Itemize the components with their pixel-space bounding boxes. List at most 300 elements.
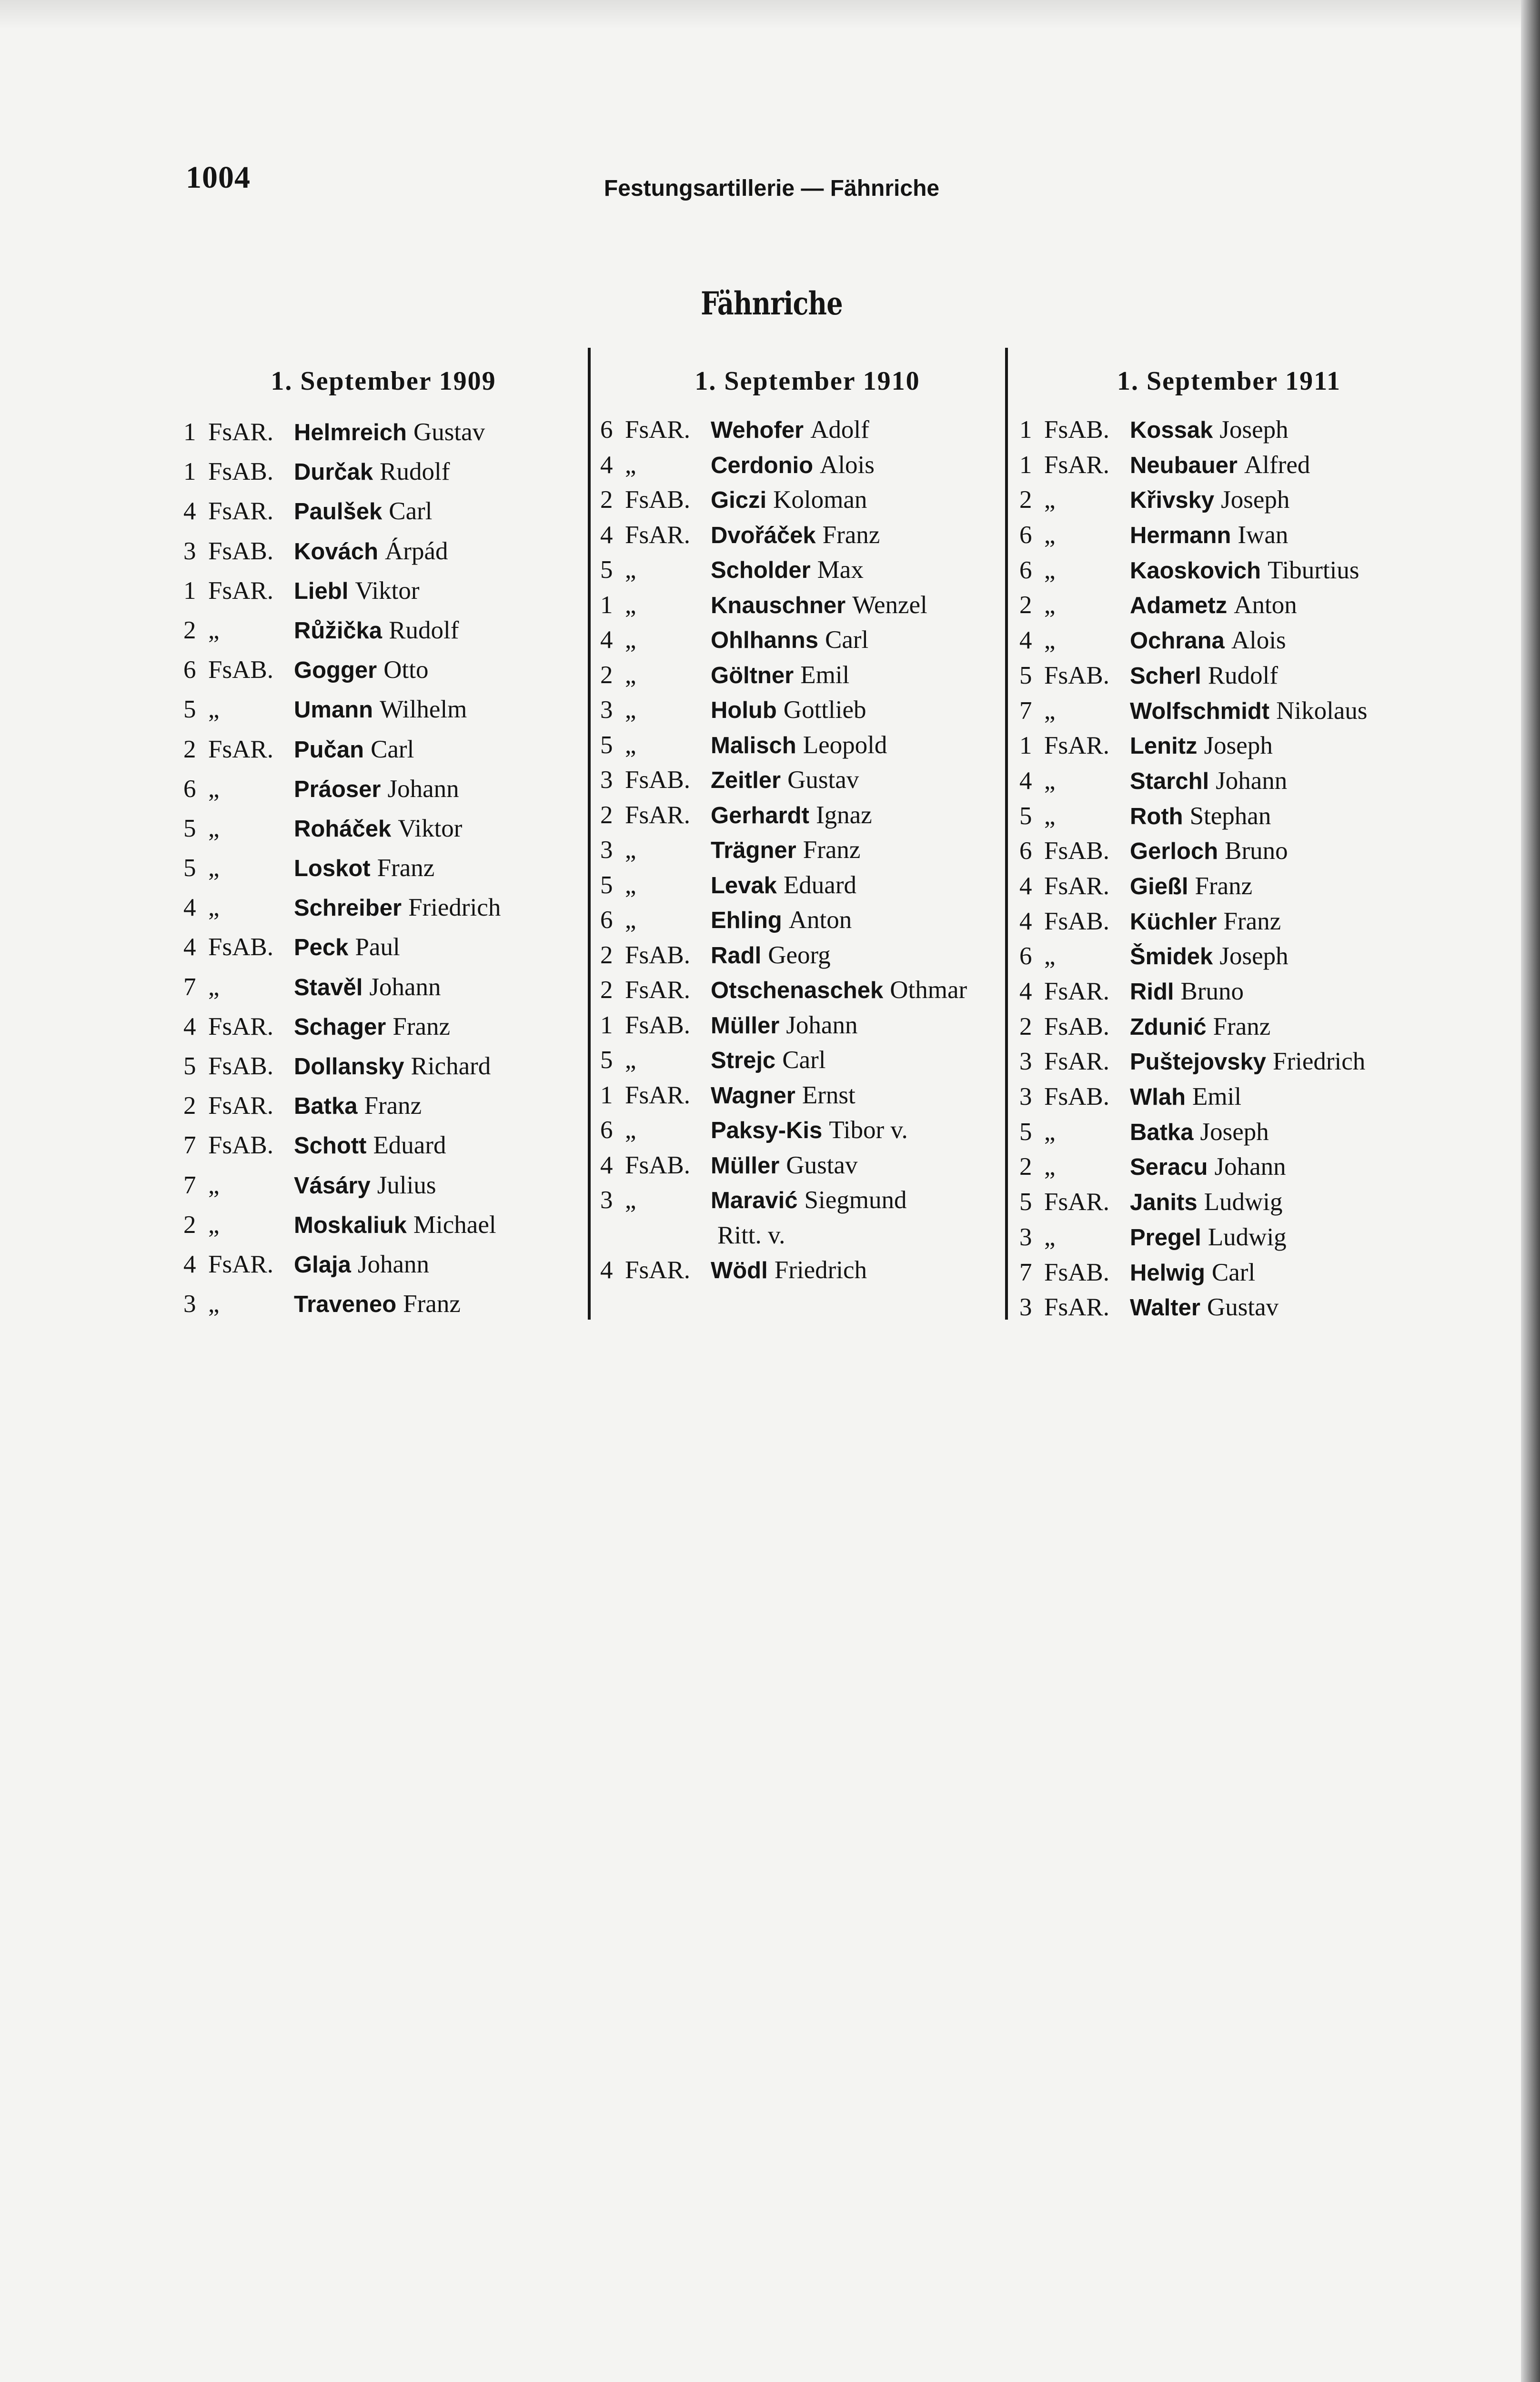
given-name: Anton	[1234, 591, 1297, 619]
given-name: Paul	[355, 933, 400, 961]
surname: Zeitler	[711, 767, 781, 793]
section-title: Fähnriche	[701, 285, 843, 322]
surname: Růžička	[294, 617, 382, 644]
given-name: Rudolf	[389, 616, 459, 644]
surname: Vásáry	[294, 1172, 371, 1199]
given-name: Eduard	[373, 1131, 446, 1160]
unit-abbrev: FsAB.	[625, 1151, 690, 1179]
unit-abbrev: FsAR.	[1044, 872, 1109, 900]
rank-number: 4	[600, 1256, 613, 1284]
column-heading: 1. September 1909	[271, 366, 496, 396]
rank-number: 4	[1019, 767, 1032, 795]
rank-number: 1	[600, 1081, 613, 1109]
given-name: Iwan	[1238, 521, 1288, 549]
rank-number: 4	[183, 497, 196, 525]
list-item	[1019, 1044, 1439, 1080]
list-item	[600, 868, 1015, 903]
unit-abbrev: FsAB.	[208, 458, 273, 486]
unit-abbrev: FsAR.	[208, 497, 273, 525]
list-item	[1019, 1150, 1439, 1185]
surname: Müller	[711, 1012, 780, 1039]
list-item	[1019, 799, 1439, 834]
surname: Helwig	[1130, 1260, 1205, 1286]
given-name: Koloman	[773, 486, 867, 514]
surname: Adametz	[1130, 593, 1228, 619]
surname: Levak	[711, 872, 777, 898]
unit-abbrev: „	[1044, 696, 1056, 725]
rank-number: 5	[600, 1046, 613, 1074]
surname: Durčak	[294, 459, 373, 485]
list-item	[183, 492, 584, 531]
surname: Zdunić	[1130, 1014, 1207, 1040]
rank-number: 6	[600, 906, 613, 934]
list-item	[600, 798, 1015, 833]
list-item	[183, 1047, 584, 1086]
list-item	[183, 532, 584, 571]
given-name: Ludwig	[1208, 1223, 1287, 1251]
list-item	[600, 1008, 1015, 1043]
given-name: Carl	[371, 735, 414, 763]
list-item	[183, 769, 584, 809]
given-name: Bruno	[1225, 837, 1288, 865]
given-name: Johann	[1214, 1153, 1286, 1181]
surname: Schott	[294, 1133, 367, 1159]
unit-abbrev: „	[208, 696, 220, 724]
given-name: Carl	[389, 497, 433, 525]
given-name: Franz	[364, 1092, 422, 1120]
surname: Otschenaschek	[711, 978, 884, 1003]
surname: Küchler	[1130, 908, 1217, 935]
rank-number: 2	[600, 661, 613, 689]
given-name: Othmar	[890, 976, 967, 1004]
given-name: Carl	[1211, 1258, 1256, 1286]
rank-number: 2	[1019, 1153, 1032, 1181]
given-name: Ritt. v.	[717, 1221, 785, 1249]
given-name: Gustav	[786, 1151, 858, 1179]
given-name: Johann	[369, 973, 441, 1001]
list-item	[183, 611, 584, 650]
surname: Maravić	[711, 1188, 798, 1213]
column-heading: 1. September 1911	[1117, 366, 1341, 396]
rank-number: 2	[1019, 486, 1032, 514]
list-item	[183, 1086, 584, 1126]
surname: Wödl	[711, 1258, 768, 1283]
given-name: Leopold	[803, 731, 887, 759]
list-item	[183, 888, 584, 928]
given-name: Joseph	[1219, 942, 1288, 970]
list-item	[600, 518, 1015, 553]
unit-abbrev: „	[625, 556, 636, 584]
list-item	[1019, 1255, 1439, 1291]
surname: Umann	[294, 697, 373, 723]
given-name: Franz	[393, 1012, 451, 1040]
surname: Křivsky	[1130, 487, 1215, 514]
surname: Glaja	[294, 1252, 351, 1278]
unit-abbrev: FsAR.	[625, 521, 690, 549]
given-name: Viktor	[355, 576, 420, 605]
surname: Gerhardt	[711, 802, 809, 828]
surname: Dvořáček	[711, 522, 816, 548]
list-item	[1019, 694, 1439, 729]
surname: Janits	[1130, 1190, 1198, 1216]
rank-number: 2	[600, 976, 613, 1004]
given-name: Joseph	[1221, 486, 1290, 514]
list-item	[600, 693, 1015, 728]
given-name: Tiburtius	[1268, 556, 1359, 584]
surname: Puštejovsky	[1130, 1049, 1266, 1075]
given-name: Árpád	[385, 537, 448, 565]
running-head: Festungsartillerie — Fähnriche	[604, 176, 940, 201]
unit-abbrev: „	[208, 1290, 220, 1318]
unit-abbrev: „	[208, 775, 220, 803]
unit-abbrev: FsAR.	[1044, 978, 1109, 1005]
surname: Helmreich	[294, 420, 407, 445]
rank-number: 2	[183, 735, 196, 763]
list-item	[183, 413, 584, 452]
list-item	[600, 413, 1015, 448]
list-item	[183, 968, 584, 1007]
rank-number: 4	[183, 894, 196, 922]
rank-number: 6	[1019, 942, 1032, 970]
list-item	[183, 650, 584, 690]
list-item	[600, 728, 1015, 763]
given-name: Ignaz	[815, 801, 872, 829]
surname: Strejc	[711, 1048, 776, 1073]
rank-number: 3	[1019, 1083, 1032, 1111]
given-name: Stephan	[1189, 802, 1271, 830]
rank-number: 2	[183, 1211, 196, 1239]
given-name: Gottlieb	[783, 696, 866, 724]
rank-number: 5	[183, 696, 196, 724]
rank-number: 1	[183, 458, 196, 486]
rank-number: 5	[600, 871, 613, 899]
rank-number: 4	[1019, 978, 1032, 1005]
unit-abbrev: FsAB.	[1044, 661, 1109, 689]
given-name: Alois	[1231, 626, 1286, 655]
unit-abbrev: „	[208, 854, 220, 882]
surname: Walter	[1130, 1295, 1200, 1321]
surname: Holub	[711, 697, 777, 723]
unit-abbrev: „	[625, 696, 636, 724]
unit-abbrev: „	[208, 814, 220, 842]
page-number: 1004	[186, 160, 251, 195]
given-name: Friedrich	[1273, 1048, 1366, 1076]
list-item	[183, 928, 584, 967]
unit-abbrev: „	[1044, 767, 1056, 795]
surname: Dollansky	[294, 1054, 404, 1080]
given-name: Emil	[1192, 1083, 1242, 1111]
surname: Wehofer	[711, 417, 804, 443]
unit-abbrev: „	[1044, 591, 1056, 619]
column-1911	[1019, 362, 1439, 1325]
given-name: Friedrich	[408, 894, 501, 922]
rank-number: 5	[1019, 1118, 1032, 1146]
given-name: Franz	[1213, 1012, 1271, 1040]
list-item	[1019, 1115, 1439, 1150]
rank-number: 4	[600, 451, 613, 479]
list-item	[600, 973, 1015, 1008]
column-1910	[600, 362, 1015, 1288]
given-name: Rudolf	[1208, 661, 1278, 689]
given-name: Alfred	[1244, 451, 1310, 479]
unit-abbrev: FsAR.	[625, 416, 690, 444]
rank-number: 6	[1019, 837, 1032, 865]
unit-abbrev: FsAB.	[625, 766, 690, 794]
unit-abbrev: „	[1044, 556, 1056, 584]
list-item	[1019, 764, 1439, 799]
rank-number: 4	[1019, 626, 1032, 655]
rank-number: 2	[183, 616, 196, 644]
given-name: Franz	[822, 521, 880, 549]
given-name: Bruno	[1180, 978, 1244, 1005]
unit-abbrev: „	[1044, 626, 1056, 655]
list-item	[183, 690, 584, 729]
surname: Šmidek	[1130, 944, 1213, 970]
list-item	[1019, 904, 1439, 939]
surname: Roháček	[294, 816, 392, 842]
unit-abbrev: FsAR.	[1044, 1293, 1109, 1322]
surname: Malisch	[711, 732, 796, 758]
given-name: Nikolaus	[1276, 696, 1368, 725]
surname: Batka	[294, 1093, 358, 1120]
surname: Gießl	[1130, 873, 1188, 899]
rank-number: 5	[1019, 802, 1032, 830]
surname: Batka	[1130, 1119, 1194, 1145]
surname: Wlah	[1130, 1084, 1186, 1110]
page-edge-shadow	[1521, 0, 1540, 2382]
list-item	[600, 1183, 1015, 1218]
unit-abbrev: FsAB.	[208, 933, 273, 961]
list-item	[600, 833, 1015, 868]
unit-abbrev: „	[625, 731, 636, 759]
unit-abbrev: FsAB.	[1044, 1258, 1109, 1286]
rank-number: 4	[600, 521, 613, 549]
given-name: Friedrich	[774, 1256, 867, 1284]
list-item	[600, 448, 1015, 483]
list-item	[1019, 1185, 1439, 1220]
rank-number: 5	[183, 854, 196, 882]
rank-number: 3	[600, 836, 613, 864]
rank-number: 7	[183, 973, 196, 1001]
surname: Traveneo	[294, 1292, 397, 1318]
list-item	[183, 809, 584, 848]
unit-abbrev: „	[208, 894, 220, 922]
unit-abbrev: „	[625, 451, 636, 479]
list-item	[1019, 518, 1439, 553]
unit-abbrev: „	[625, 906, 636, 934]
list-item	[1019, 1080, 1439, 1115]
surname: Kaoskovich	[1130, 557, 1261, 584]
rank-number: 6	[183, 775, 196, 803]
list-item	[1019, 553, 1439, 588]
rank-number: 6	[183, 656, 196, 684]
surname: Ridl	[1130, 979, 1174, 1005]
rank-number: 1	[600, 591, 613, 619]
surname: Seracu	[1130, 1154, 1208, 1181]
surname: Moskaliuk	[294, 1212, 407, 1238]
list-item	[600, 1043, 1015, 1078]
unit-abbrev: „	[625, 1046, 636, 1074]
rank-number: 7	[1019, 1258, 1032, 1286]
given-name: Joseph	[1200, 1118, 1269, 1146]
rank-number: 1	[183, 576, 196, 605]
surname: Gogger	[294, 657, 377, 684]
surname: Gerloch	[1130, 838, 1218, 865]
roster-list	[600, 413, 1015, 1288]
rank-number: 3	[600, 1186, 613, 1214]
given-name: Franz	[377, 854, 435, 882]
rank-number: 5	[600, 556, 613, 584]
given-name: Eduard	[783, 871, 856, 899]
rank-number: 3	[600, 766, 613, 794]
unit-abbrev: FsAB.	[625, 1011, 690, 1039]
given-name: Carl	[782, 1046, 826, 1074]
given-name: Franz	[403, 1290, 461, 1318]
surname: Stavěl	[294, 974, 363, 1000]
list-item	[1019, 939, 1439, 974]
scan-top-shadow	[0, 0, 1521, 29]
surname: Ehling	[711, 908, 782, 933]
unit-abbrev: FsAR.	[208, 1250, 273, 1278]
list-item	[183, 1166, 584, 1205]
list-item	[183, 452, 584, 492]
unit-abbrev: FsAR.	[1044, 732, 1109, 760]
rank-number: 4	[183, 1250, 196, 1278]
rank-number: 2	[1019, 1012, 1032, 1040]
list-item	[183, 571, 584, 611]
list-item	[1019, 658, 1439, 694]
rank-number: 3	[1019, 1048, 1032, 1076]
rank-number: 2	[600, 801, 613, 829]
unit-abbrev: FsAB.	[208, 656, 273, 684]
surname: Müller	[711, 1152, 780, 1179]
given-name: Richard	[411, 1052, 491, 1080]
unit-abbrev: FsAR.	[1044, 1188, 1109, 1216]
surname: Peck	[294, 935, 349, 961]
list-item	[183, 730, 584, 769]
given-name: Wilhelm	[380, 696, 467, 724]
surname: Trägner	[711, 838, 796, 863]
list-item	[1019, 1290, 1439, 1325]
unit-abbrev: „	[625, 836, 636, 864]
surname: Paulšek	[294, 499, 382, 525]
surname: Scherl	[1130, 663, 1201, 689]
unit-abbrev: FsAR.	[1044, 1048, 1109, 1076]
given-name: Anton	[788, 906, 852, 934]
given-name: Carl	[825, 626, 869, 654]
list-item	[600, 938, 1015, 973]
rank-number: 2	[600, 941, 613, 969]
list-item	[600, 903, 1015, 938]
rank-number: 2	[1019, 591, 1032, 619]
surname: Knauschner	[711, 592, 846, 618]
surname: Práoser	[294, 776, 381, 802]
rank-number: 6	[1019, 556, 1032, 584]
surname: Radl	[711, 942, 762, 969]
given-name: Alois	[820, 451, 875, 479]
list-item	[600, 588, 1015, 623]
surname: Giczi	[711, 487, 767, 513]
unit-abbrev: „	[625, 661, 636, 689]
list-item	[600, 1078, 1015, 1113]
unit-abbrev: „	[1044, 486, 1056, 514]
given-name: Julius	[377, 1171, 436, 1199]
given-name: Franz	[1223, 907, 1281, 935]
unit-abbrev: FsAR.	[625, 1081, 690, 1109]
unit-abbrev: FsAB.	[625, 486, 690, 514]
unit-abbrev: „	[208, 1211, 220, 1239]
given-name: Ernst	[802, 1081, 856, 1109]
surname: Paksy-Kis	[711, 1118, 823, 1143]
list-item	[1019, 1220, 1439, 1255]
given-name: Franz	[1195, 872, 1253, 900]
rank-number: 4	[183, 933, 196, 961]
list-item	[600, 483, 1015, 518]
unit-abbrev: FsAR.	[625, 1256, 690, 1284]
column-divider	[588, 348, 591, 1320]
unit-abbrev: „	[625, 871, 636, 899]
unit-abbrev: FsAR.	[1044, 451, 1109, 479]
given-name: Johann	[357, 1250, 430, 1278]
list-item	[1019, 483, 1439, 518]
unit-abbrev: „	[625, 1186, 636, 1214]
unit-abbrev: FsAB.	[1044, 1083, 1109, 1111]
given-name: Emil	[800, 661, 850, 689]
unit-abbrev: FsAR.	[625, 801, 690, 829]
surname: Cerdonio	[711, 452, 814, 478]
unit-abbrev: FsAR.	[208, 418, 273, 446]
given-name: Otto	[383, 656, 429, 684]
unit-abbrev: „	[1044, 1118, 1056, 1146]
given-name: Siegmund	[804, 1186, 907, 1214]
unit-abbrev: FsAB.	[1044, 907, 1109, 935]
rank-number: 4	[1019, 907, 1032, 935]
unit-abbrev: FsAR.	[208, 1092, 273, 1120]
list-item	[1019, 728, 1439, 764]
unit-abbrev: FsAR.	[208, 1012, 273, 1040]
rank-number: 1	[1019, 732, 1032, 760]
given-name: Johann	[387, 775, 459, 803]
given-name: Georg	[768, 941, 831, 969]
rank-number: 6	[600, 1116, 613, 1144]
surname: Neubauer	[1130, 452, 1238, 478]
given-name: Gustav	[787, 766, 859, 794]
surname: Göltner	[711, 662, 794, 688]
given-name: Joseph	[1204, 732, 1273, 760]
rank-number: 7	[183, 1131, 196, 1160]
rank-number: 3	[1019, 1223, 1032, 1251]
given-name: Tibor v.	[829, 1116, 908, 1144]
list-item	[600, 763, 1015, 798]
unit-abbrev: „	[625, 1116, 636, 1144]
given-name: Michael	[413, 1211, 496, 1239]
list-item	[1019, 413, 1439, 448]
given-name: Wenzel	[852, 591, 927, 619]
rank-number: 5	[183, 1052, 196, 1080]
rank-number: 5	[183, 814, 196, 842]
rank-number: 2	[600, 486, 613, 514]
rank-number: 2	[183, 1092, 196, 1120]
unit-abbrev: „	[1044, 1223, 1056, 1251]
list-item	[1019, 834, 1439, 869]
given-name: Viktor	[398, 814, 463, 842]
rank-number: 7	[1019, 696, 1032, 725]
given-name: Joseph	[1219, 416, 1288, 444]
surname: Schager	[294, 1014, 386, 1040]
unit-abbrev: FsAB.	[625, 941, 690, 969]
surname: Kovách	[294, 538, 379, 565]
unit-abbrev: „	[1044, 1153, 1056, 1181]
